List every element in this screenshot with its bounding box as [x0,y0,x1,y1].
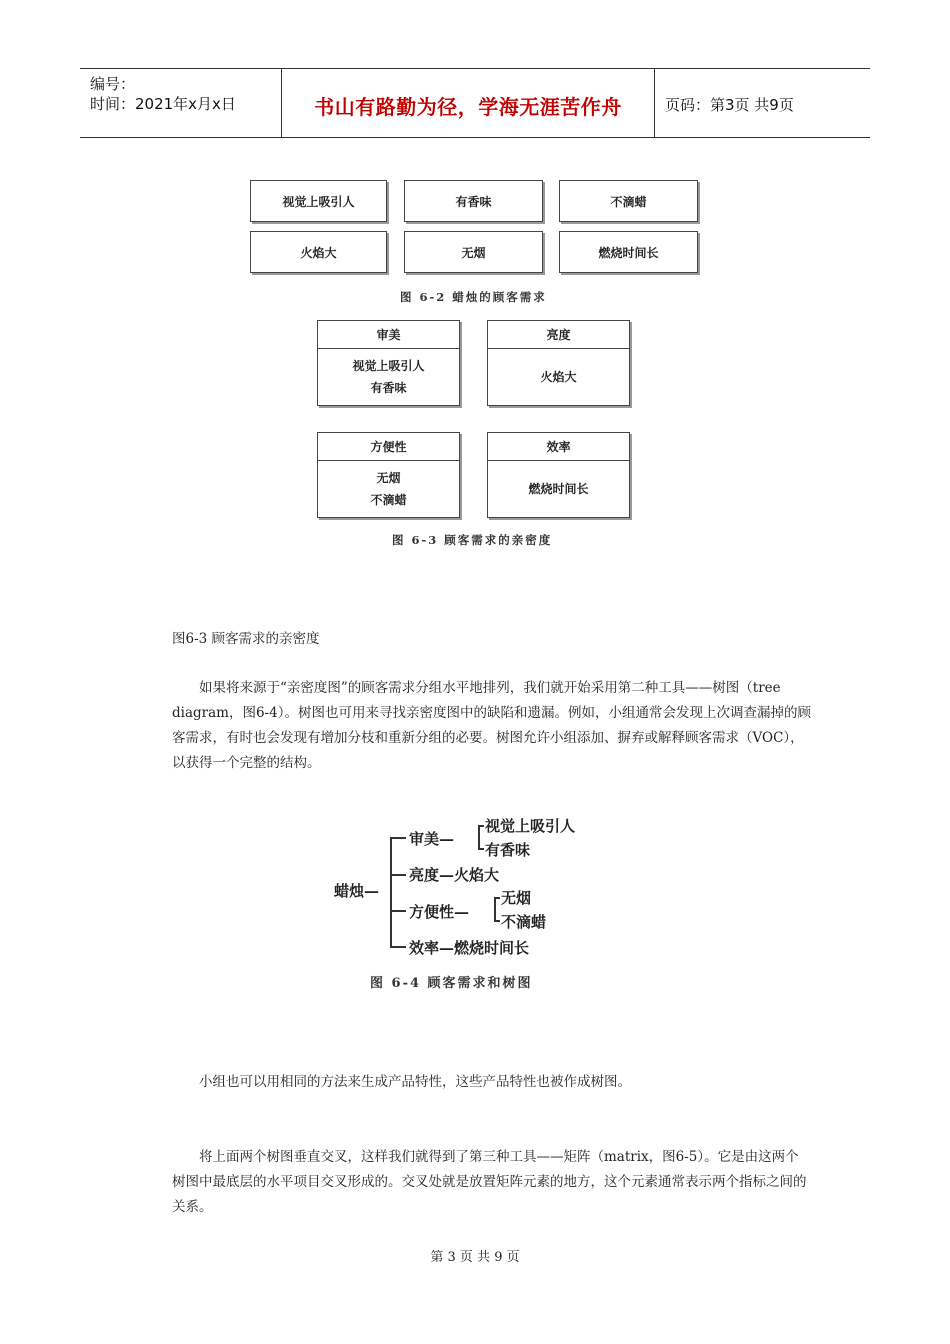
header-page-number: 页码：第3页 共9页 [665,96,794,114]
figure-caption-text: 图6-3 顾客需求的亲密度 [172,631,320,647]
document-time-label: 时间：2021年x月x日 [90,95,236,113]
header-right-cell [655,69,870,137]
fig63-group-title: 方便性 [318,433,459,461]
tree-bracket-line [494,897,496,922]
fig62-caption: 图 6-2 蜡烛的顾客需求 [400,290,547,304]
tree-bracket-line [390,837,392,948]
fig63-group-item: 不滴蜡 [370,493,407,507]
fig62-box-no-drip: 不滴蜡 [559,180,698,222]
tree-bracket-line [390,874,406,876]
fig62-box-visual: 视觉上吸引人 [250,180,387,222]
fig63-group-title: 亮度 [488,321,629,349]
tree-bracket-line [494,920,500,922]
fig62-box-fragrance: 有香味 [404,180,543,222]
tree-node-convenience: 方便性— [409,903,470,921]
fig62-box-long-burn: 燃烧时间长 [559,231,698,273]
fig64-caption: 图 6-4 顾客需求和树图 [370,976,533,991]
fig63-group-title: 审美 [318,321,459,349]
header-left-cell [80,69,282,137]
tree-leaf-fragrance: 有香味 [485,841,531,859]
tree-leaf-smokeless: 无烟 [501,889,532,907]
fig63-group-aesthetics [317,320,460,406]
body-paragraph-1: 如果将来源于“亲密度图”的顾客需求分组水平地排列，我们就开始采用第二种工具——树图（tree diagram，图6-4）。树图也可用来寻找亲密度图中的缺陷和遗漏。例如，小组通常会发现上次调查漏掉的顾客需求，有时也会发现有增加分枝和重新分组的必要。树图允许小组添加、摒弃或解释顾客需求（VOC），以获得一个完整的结构。 [172,680,811,771]
fig63-group-item: 视觉上吸引人 [352,359,425,373]
tree-node-brightness: 亮度—火焰大 [409,866,500,884]
fig63-caption: 图 6-3 顾客需求的亲密度 [392,533,553,547]
document-number-label: 编号： [90,75,136,93]
tree-bracket-line [390,837,406,839]
tree-bracket-line [494,897,500,899]
fig63-group-brightness [487,320,630,406]
tree-bracket-line [478,825,484,827]
tree-bracket-line [390,946,406,948]
header-motto: 书山有路勤为径，学海无涯苦作舟 [314,95,622,119]
fig63-group-item: 火焰大 [540,370,577,384]
tree-node-aesthetics: 审美— [409,830,455,848]
tree-leaf-visual: 视觉上吸引人 [485,817,576,835]
tree-bracket-line [478,825,480,850]
tree-root-node: 蜡烛— [334,882,380,900]
tree-leaf-no-drip: 不滴蜡 [501,913,547,931]
header-middle-cell [282,69,655,137]
tree-node-efficiency: 效率—燃烧时间长 [409,939,530,957]
fig62-box-big-flame: 火焰大 [250,231,387,273]
header-table [80,68,870,138]
fig63-group-convenience [317,432,460,518]
fig63-group-item: 无烟 [376,471,401,485]
fig63-group-title: 效率 [488,433,629,461]
tree-bracket-line [478,848,484,850]
body-paragraph-2: 小组也可以用相同的方法来生成产品特性，这些产品特性也被作成树图。 [199,1074,631,1090]
fig63-group-item: 燃烧时间长 [528,482,589,496]
fig63-group-item: 有香味 [370,381,407,395]
fig62-box-smokeless: 无烟 [404,231,543,273]
fig63-group-efficiency [487,432,630,518]
page-footer: 第 3 页 共 9 页 [430,1250,520,1265]
body-paragraph-3: 将上面两个树图垂直交叉，这样我们就得到了第三种工具——矩阵（matrix，图6-5）。它是由这两个树图中最底层的水平项目交叉形成的。交叉处就是放置矩阵元素的地方，这个元素通常表示两个指标之间的关系。 [172,1149,807,1215]
tree-bracket-line [390,910,406,912]
